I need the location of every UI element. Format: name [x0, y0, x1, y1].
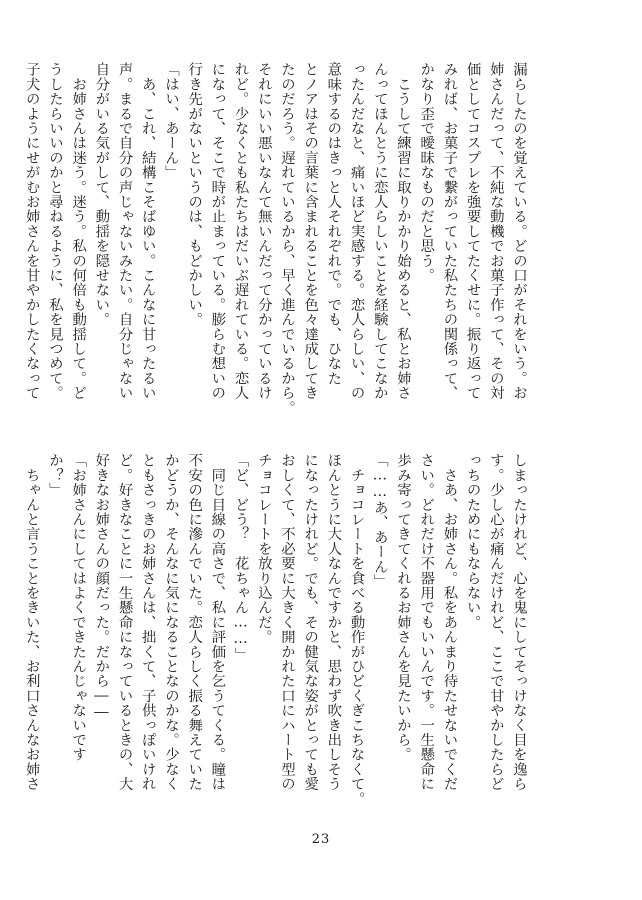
text-column: かなり歪で曖昧なものだと思う。 [418, 62, 435, 283]
text-column: ほんとうに大人なんですかと、思わず吹き出しそう [325, 453, 342, 792]
text-column: 好きなお姉さんの顔だった。だから―― [93, 453, 110, 721]
text-column: うしたらいいのかと尋ねるように、私を見つめて。 [46, 62, 63, 401]
text-column: ちゃんと言うことをきいた、お利口さんなお姉さ [23, 453, 40, 792]
text-column: 「お姉さんにしてはよくできたんじゃないです [70, 453, 87, 762]
text-column: になって、そこで時が止まっている。膨らむ想いの [209, 62, 226, 401]
text-column: たのだろう。遅れているから、早く進んでいるから。 [278, 62, 295, 415]
text-column: ど。好きなことに一生懸命になっているときの、大 [116, 453, 133, 792]
text-column: 姉さんだって、不純な動機でお菓子作って、その対 [487, 62, 504, 401]
text-column: 価としてコスプレを強要してたくせに。振り返って [464, 62, 481, 401]
text-column: おしくて、不必要に大きく開かれた口にハート型の [278, 453, 295, 792]
text-column: 意味するのはきっと人それぞれで。でも、ひなた [325, 62, 342, 386]
text-column: 歩み寄ってきてくれるお姉さんを見たいから。 [394, 453, 411, 762]
lower-text-block [23, 453, 530, 806]
text-column: あ、これ、結構こそばゆい。こんなに甘ったるい [139, 62, 156, 401]
text-column: 子犬のようにせがむお姉さんを甘やかしたくなって [23, 62, 40, 401]
text-column: しまったけれど、心を鬼にしてそっけなく目を逸ら [511, 453, 527, 792]
text-column: さい。どれだけ不器用でもいいんです。一生懸命に [418, 453, 435, 792]
text-column: す。少し心が痛んだけれど、ここで甘やかしたらど [487, 453, 504, 792]
text-column: 「……あ、あーん」 [371, 453, 388, 589]
text-column: こうして練習に取りかかり始めると、私とお姉さ [394, 62, 411, 401]
text-column: ったんだなと、痛いほど実感する。恋人らしい、の [348, 62, 365, 401]
text-column: 同じ目線の高さで、私に評価を乞うてくる。瞳は [209, 453, 226, 792]
text-column: 漏らしたのを覚えている。どの口がそれをいう。お [511, 62, 527, 401]
text-column: ともさっきのお姉さんは、拙くて、子供っぽいけれ [139, 453, 156, 792]
text-column: れど。少なくとも私たちはだいぶ遅れている。恋人 [232, 62, 249, 401]
text-column: さあ、お姉さん。私をあんまり待たせないでくだ [441, 453, 458, 792]
text-column: とノアはその言葉に含まれることを色々達成してき [302, 62, 319, 401]
text-column: っちのためにもならない。 [464, 453, 481, 630]
text-column: みれば、お菓子で繋がっていた私たちの関係って、 [441, 62, 458, 401]
page-number: 23 [311, 832, 331, 847]
text-column: になったけれど。でも、その健気な姿がとっても愛 [302, 453, 319, 792]
text-column: チョコレートを放り込んだ。 [255, 453, 272, 645]
text-column: 「はい、あーん」 [162, 62, 179, 180]
text-column: か？」 [46, 453, 63, 498]
text-column: お姉さんは迷う。迷う。私の何倍も動揺して。ど [70, 62, 87, 401]
text-column: それにいい悪いなんて無いんだって分かっているけ [255, 62, 272, 401]
text-column: チョコレートを食べる動作がひどくぎこちなくて。 [348, 453, 365, 806]
upper-text-block [23, 62, 530, 415]
text-column: かどうか、そんなに気になることなのかな。少なく [162, 453, 179, 792]
text-column: 自分がいる気がして、動揺を隠せない。 [93, 62, 110, 327]
text-column: んってほんとうに恋人らしいことを経験してこなか [371, 62, 388, 401]
text-column: 行き先がないというのは、もどかしい。 [186, 62, 203, 327]
text-column: 声。まるで自分の声じゃないみたい。自分じゃない [116, 62, 133, 401]
text-column: 不安の色に滲んでいた。恋人らしく振る舞えていた [186, 453, 203, 792]
text-column: 「ど、どう？ 花ちゃん……」 [232, 453, 249, 662]
